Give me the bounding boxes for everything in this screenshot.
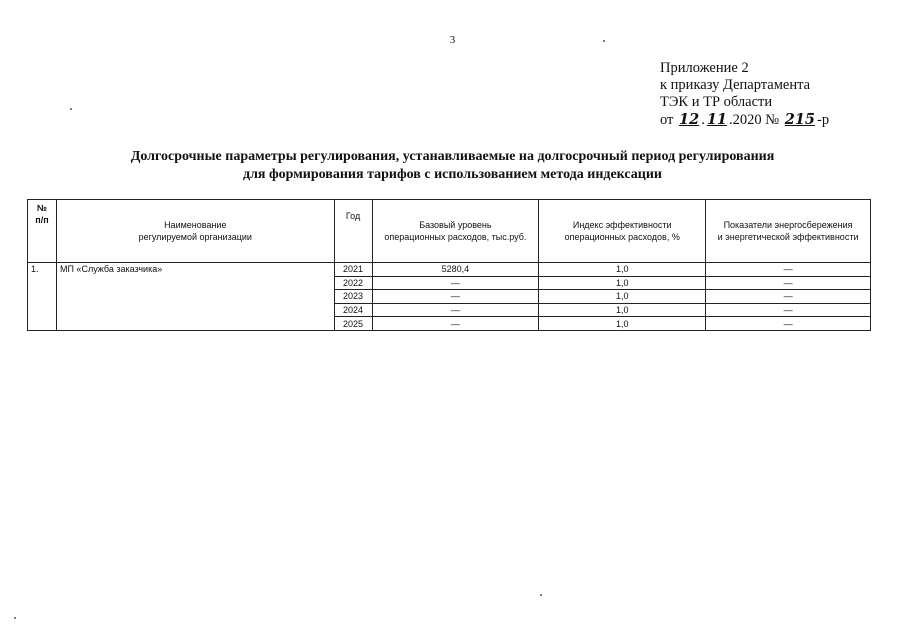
title-line-2: для формирования тарифов с использованием метода индексации bbox=[242, 167, 662, 182]
date-year: .2020 № bbox=[729, 112, 780, 128]
date-day: 12 bbox=[679, 111, 700, 128]
cell-energy: — bbox=[706, 317, 871, 331]
cell-base: — bbox=[372, 303, 539, 317]
appendix-line-3: ТЭК и ТР области bbox=[660, 94, 773, 110]
document-title bbox=[0, 148, 905, 184]
table-header-row bbox=[28, 200, 871, 263]
scan-speck bbox=[14, 617, 16, 619]
cell-year: 2025 bbox=[334, 317, 372, 331]
scan-speck bbox=[540, 594, 542, 596]
appendix-date-line bbox=[660, 111, 829, 129]
appendix-block bbox=[660, 60, 829, 129]
cell-base: — bbox=[372, 276, 539, 290]
cell-energy: — bbox=[706, 276, 871, 290]
row-index: 1. bbox=[28, 263, 57, 331]
scan-speck bbox=[603, 40, 605, 42]
table-row bbox=[28, 263, 871, 277]
scan-speck bbox=[70, 108, 72, 110]
page-number: 3 bbox=[449, 34, 456, 46]
header-org-name: Наименование регулируемой организации bbox=[56, 200, 334, 263]
org-name: МП «Служба заказчика» bbox=[56, 263, 334, 331]
title-line-1: Долгосрочные параметры регулирования, устанавливаемые на долгосрочный период регулирования bbox=[130, 149, 775, 164]
cell-index: 1,0 bbox=[539, 303, 706, 317]
cell-year: 2023 bbox=[334, 290, 372, 304]
header-num: № п/п bbox=[28, 200, 57, 263]
header-base-level: Базовый уровень операционных расходов, тыс.руб. bbox=[372, 200, 539, 263]
parameters-table bbox=[27, 199, 871, 331]
cell-year: 2024 bbox=[334, 303, 372, 317]
cell-year: 2022 bbox=[334, 276, 372, 290]
cell-base: 5280,4 bbox=[372, 263, 539, 277]
order-suffix: -р bbox=[817, 112, 830, 128]
cell-year: 2021 bbox=[334, 263, 372, 277]
cell-energy: — bbox=[706, 303, 871, 317]
header-efficiency-index: Индекс эффективности операционных расходов, % bbox=[539, 200, 706, 263]
date-prefix: от bbox=[660, 112, 674, 128]
cell-base: — bbox=[372, 317, 539, 331]
date-sep: . bbox=[701, 112, 705, 128]
header-year: Год bbox=[334, 200, 372, 263]
cell-index: 1,0 bbox=[539, 290, 706, 304]
order-number: 215 bbox=[784, 111, 816, 128]
cell-energy: — bbox=[706, 263, 871, 277]
cell-index: 1,0 bbox=[539, 263, 706, 277]
cell-index: 1,0 bbox=[539, 317, 706, 331]
cell-index: 1,0 bbox=[539, 276, 706, 290]
appendix-line-2: к приказу Департамента bbox=[660, 77, 811, 93]
date-month: 11 bbox=[706, 111, 728, 128]
cell-base: — bbox=[372, 290, 539, 304]
cell-energy: — bbox=[706, 290, 871, 304]
appendix-line-1: Приложение 2 bbox=[660, 60, 749, 76]
header-energy-saving: Показатели энергосбережения и энергетической эффективности bbox=[706, 200, 871, 263]
